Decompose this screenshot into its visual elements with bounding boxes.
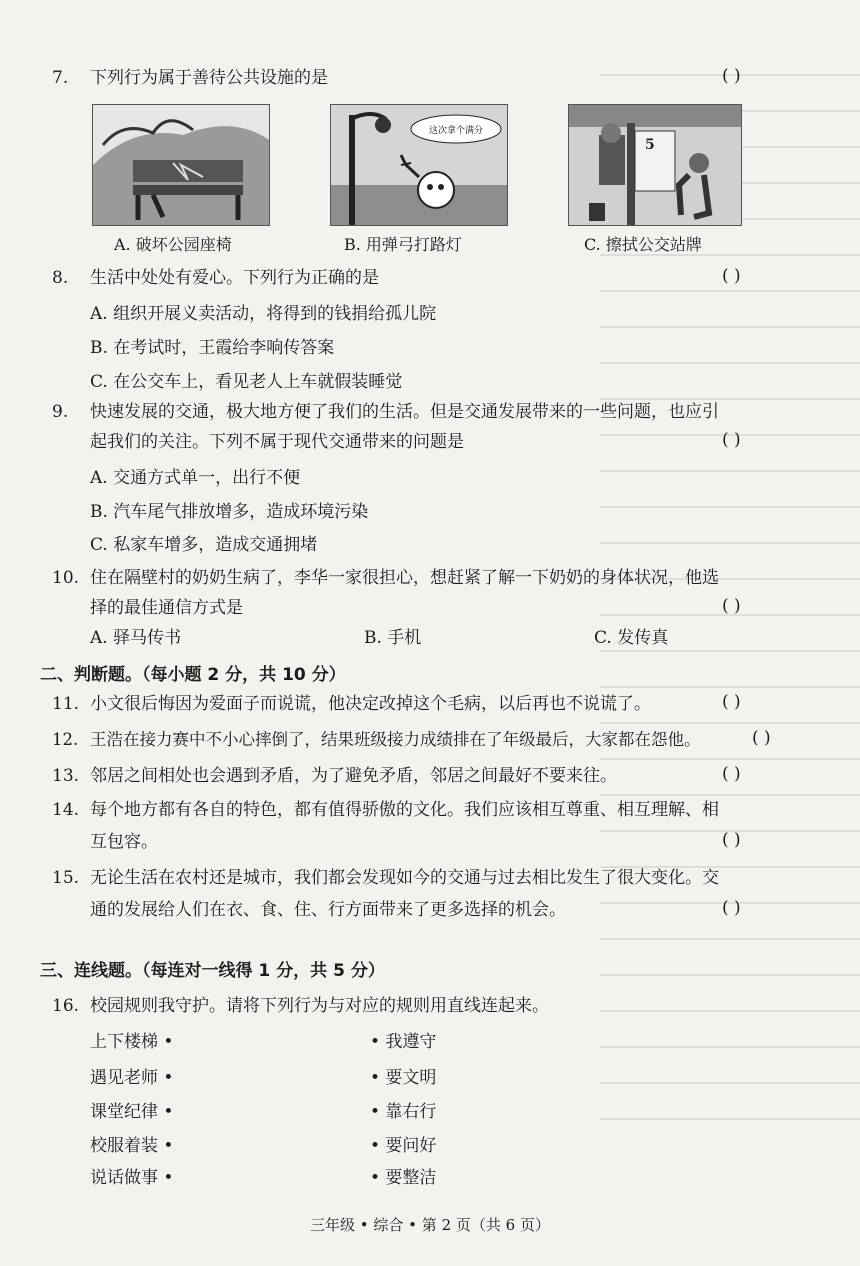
- question-text-continued: 互包容。: [90, 832, 158, 852]
- speech-bubble-text: 这次拿个满分: [428, 126, 484, 136]
- broken-bench-picture: [92, 104, 270, 226]
- option-c[interactable]: C. 发传真: [594, 628, 669, 648]
- question-number: 9.: [52, 402, 69, 422]
- question-text: 快速发展的交通，极大地方便了我们的生活。但是交通发展带来的一些问题，也应引: [90, 402, 719, 422]
- option-b[interactable]: B. 汽车尾气排放增多，造成环境污染: [90, 502, 369, 522]
- answer-bracket[interactable]: ( ): [752, 728, 771, 748]
- option-a[interactable]: A. 驿马传书: [90, 628, 182, 648]
- option-c[interactable]: C. 擦拭公交站牌: [584, 235, 702, 254]
- answer-bracket[interactable]: ( ): [722, 66, 741, 86]
- bus-sign-number: 5: [645, 137, 655, 153]
- question-10: [52, 566, 719, 590]
- question-text-continued: 通的发展给人们在衣、食、住、行方面带来了更多选择的机会。: [90, 900, 566, 920]
- option-a[interactable]: A. 组织开展义卖活动，将得到的钱捐给孤儿院: [90, 304, 437, 324]
- question-number: 15.: [52, 868, 80, 888]
- question-number: 13.: [52, 766, 80, 786]
- question-16: [52, 994, 549, 1018]
- section-heading: 二、判断题。（每小题 2 分，共 10 分）: [40, 665, 346, 685]
- option-b[interactable]: B. 用弹弓打路灯: [344, 235, 462, 254]
- question-number: 10.: [52, 568, 80, 588]
- option-b[interactable]: B. 在考试时，王霞给李响传答案: [90, 338, 335, 358]
- cleaning-bus-sign-picture: [568, 104, 742, 226]
- match-right-item[interactable]: • 我遵守: [370, 1032, 437, 1052]
- question-number: 11.: [52, 694, 80, 714]
- match-right-item[interactable]: • 靠右行: [370, 1102, 437, 1122]
- answer-bracket[interactable]: ( ): [722, 898, 741, 918]
- question-text: 生活中处处有爱心。下列行为正确的是: [90, 268, 379, 288]
- question-9: [52, 400, 719, 424]
- match-right-item[interactable]: • 要整洁: [370, 1168, 437, 1188]
- question-8: [52, 266, 379, 290]
- question-7: [52, 66, 328, 90]
- answer-bracket[interactable]: ( ): [722, 266, 741, 286]
- question-14: [52, 798, 719, 822]
- answer-bracket[interactable]: ( ): [722, 830, 741, 850]
- answer-bracket[interactable]: ( ): [722, 692, 741, 712]
- match-left-item[interactable]: 课堂纪律 •: [90, 1102, 174, 1122]
- question-11: [52, 692, 651, 716]
- option-b[interactable]: B. 手机: [364, 628, 422, 648]
- match-right-item[interactable]: • 要文明: [370, 1068, 437, 1088]
- question-text: 小文很后悔因为爱面子而说谎，他决定改掉这个毛病，以后再也不说谎了。: [90, 694, 651, 714]
- question-text: 下列行为属于善待公共设施的是: [90, 68, 328, 88]
- match-left-item[interactable]: 说话做事 •: [90, 1168, 174, 1188]
- question-text: 校园规则我守护。请将下列行为与对应的规则用直线连起来。: [90, 996, 549, 1016]
- answer-bracket[interactable]: ( ): [722, 596, 741, 616]
- question-15: [52, 866, 719, 890]
- question-number: 16.: [52, 996, 80, 1016]
- question-text: 每个地方都有各自的特色，都有值得骄傲的文化。我们应该相互尊重、相互理解、相: [90, 800, 719, 820]
- option-a[interactable]: A. 交通方式单一，出行不便: [90, 468, 301, 488]
- question-text: 王浩在接力赛中不小心摔倒了，结果班级接力成绩排在了年级最后，大家都在怨他。: [90, 730, 701, 749]
- option-c[interactable]: C. 在公交车上，看见老人上车就假装睡觉: [90, 372, 403, 392]
- match-left-item[interactable]: 遇见老师 •: [90, 1068, 174, 1088]
- match-left-item[interactable]: 上下楼梯 •: [90, 1032, 174, 1052]
- question-text-continued: 起我们的关注。下列不属于现代交通带来的问题是: [90, 432, 464, 452]
- question-text: 邻居之间相处也会遇到矛盾，为了避免矛盾，邻居之间最好不要来往。: [90, 766, 617, 786]
- answer-bracket[interactable]: ( ): [722, 430, 741, 450]
- answer-bracket[interactable]: ( ): [722, 764, 741, 784]
- question-13: [52, 764, 617, 788]
- question-text: 无论生活在农村还是城市，我们都会发现如今的交通与过去相比发生了很大变化。交: [90, 868, 719, 888]
- page-footer: 三年级 • 综合 • 第 2 页（共 6 页）: [310, 1216, 550, 1234]
- question-number: 14.: [52, 800, 80, 820]
- question-text-continued: 择的最佳通信方式是: [90, 598, 243, 618]
- section-heading: 三、连线题。（每连对一线得 1 分，共 5 分）: [40, 961, 385, 981]
- match-right-item[interactable]: • 要问好: [370, 1136, 437, 1156]
- option-a[interactable]: A. 破坏公园座椅: [114, 235, 232, 254]
- question-number: 12.: [52, 730, 79, 749]
- question-number: 7.: [52, 68, 69, 88]
- question-text: 住在隔壁村的奶奶生病了，李华一家很担心，想赶紧了解一下奶奶的身体状况，他选: [90, 568, 719, 588]
- question-12: [52, 728, 701, 752]
- option-c[interactable]: C. 私家车增多，造成交通拥堵: [90, 535, 318, 555]
- question-number: 8.: [52, 268, 69, 288]
- slingshot-lamp-picture: [330, 104, 508, 226]
- match-left-item[interactable]: 校服着装 •: [90, 1136, 174, 1156]
